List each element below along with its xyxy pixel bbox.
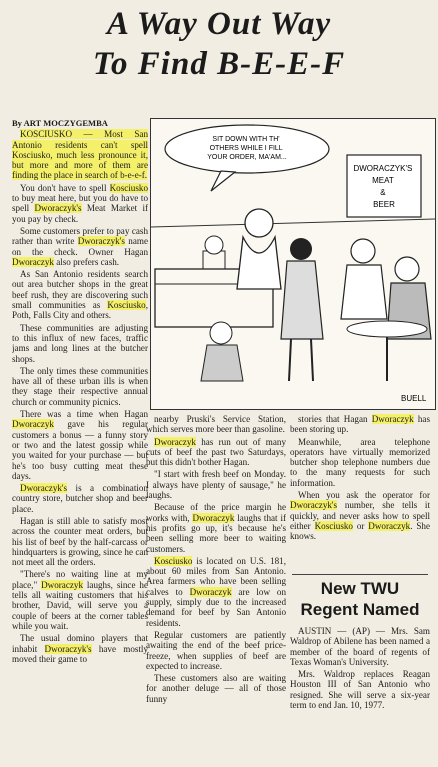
highlight: Dworaczyk's [44,643,92,654]
paragraph: nearby Pruski's Service Station, which serves more beer than gasoline. [146,414,286,435]
regent-article [290,626,430,766]
paragraph: Because of the price margin he works with, Dworaczyk laughs that if his profits go up, it's because he's been selling more beer to waiting customers. [146,502,286,554]
cartoon-signature: BUELL [401,394,427,403]
highlight: KOSCIUSKO — Most San Antonio residents can't spell Kosciusko, much less pronounce it, but more and more of them are finding the place in search of b-e-e-f. [12,129,148,181]
paragraph: stories that Hagan Dworaczyk has been storing up. [290,414,430,435]
paragraph: As San Antonio residents search out area butcher shops in the great beef rush, they are discovering such small communities as Kosciusko, Poth, Falls City and others. [12,269,148,321]
paragraph: Meanwhile, area telephone operators have virtually memorized butcher shop telephone numbers due to the many requests for such information. [290,436,430,488]
paragraph: There was a time when Hagan Dworaczyk gave his regular customers a bonus — a funny story or two and the latest gossip while you waited for your purchase — but he's too busy cutting meat these days. [12,409,148,481]
highlight: Dworaczyk [368,520,411,531]
cartoon-drawing [151,119,435,409]
paragraph: The usual domino players that inhabit Dworaczyk's have mostly moved their game to [12,633,148,664]
highlight: Kosciusko [109,182,148,193]
paragraph: When you ask the operator for Dworaczyk's number, she tells it quickly, and never asks how to spell either Kosciusko or Dworaczyk. She knows. [290,490,430,542]
highlight: Dworaczyk [44,643,87,654]
article-column-2 [146,414,286,764]
highlight: Kosciusko [107,300,146,311]
paragraph [12,129,148,180]
paragraph: You don't have to spell Kosciusko to buy meat here, but you do have to spell Dworaczyk's Meat Market if you pay by check. [12,182,148,224]
highlight: Kosciusko [314,520,353,531]
highlight: Kosciusko [154,555,193,566]
highlight: Dworaczyk's [290,500,338,511]
headline-line-2: To Find B-E-E-F [92,46,346,82]
highlight: Dworaczyk [20,483,62,494]
byline: By ART MOCZYGEMBA [12,118,108,128]
paragraph: Kosciusko is located on U.S. 181, about 60 miles from San Antonio. Area farmers who have been selling calves to Dworaczyk are low on supply, simply due to the increased demand for beef by San Antonio residents. [146,555,286,628]
highlight: Dworaczyk [12,419,54,430]
cartoon-illustration [150,118,436,410]
paragraph: These customers also are waiting for another deluge — all of those funny [146,673,286,704]
highlight: Dworaczyk [189,586,232,597]
paragraph: "There's no waiting line at my place," Dworaczyk laughs, since he tells all waiting customers that his brother, David, will serve you a couple of beers at the corner tables while you wait. [12,569,148,631]
paragraph: "I start with fresh beef on Monday. I always have plenty of sausage," he laughs. [146,469,286,501]
highlight: Dworaczyk [290,500,332,511]
paragraph: The only times these communities have all of these urban ills is when they stage their respective annual church or community picnics. [12,365,148,407]
article-column-3 [290,414,430,589]
divider [292,574,428,575]
paragraph: Dworaczyk's is a combination country store, butcher shop and beer place. [12,483,148,514]
highlight: Dworaczyk [371,414,414,424]
sign-text: DWORACZYK'S MEAT & BEER [353,164,413,209]
paragraph: Dworaczyk has run out of many cuts of beef the past two Saturdays, but this didn't bother Hagan. [146,436,286,468]
highlight: Dworaczyk [154,436,196,447]
paragraph: Mrs. Waldrop replaces Reagan Houston III of San Antonio who resigned. She will serve a six-year term to end Jan. 10, 1977. [290,669,430,711]
paragraph: Regular customers are patiently awaiting the end of the beef price-freeze, when supplies of beef are expected to increase. [146,629,286,671]
paragraph: Some customers prefer to pay cash rather than write Dworaczyk's name on the check. Owner Hagan Dworaczyk also prefers cash. [12,225,148,267]
highlight: Dworaczyk [192,512,235,523]
regent-headline-line-2: Regent Named [300,600,420,619]
paragraph: Hagan is still able to satisfy most across the counter meat orders, but his list of beef by the half-carcass or hindquarters is growing, since he can not meet all the orders. [12,515,148,568]
highlight: Dworaczyk [34,203,77,214]
regent-headline-line-1: New TWU [320,579,400,598]
highlight: Dworaczyk [77,236,120,247]
highlight: Dworaczyk's [34,203,82,214]
paragraph: These communities are adjusting to this influx of new faces, traffic jams and long lines at the butcher shops. [12,322,148,364]
highlight: Dworaczyk [41,579,83,590]
highlight: Dworaczyk's [20,483,68,494]
headline-line-1: A Way Out Way [106,6,332,42]
speech-bubble-text: SIT DOWN WITH TH' OTHERS WHILE I FILL YOUR ORDER, MA'AM... [207,136,287,161]
article-column-1 [12,118,148,764]
highlight: Dworaczyk's [77,236,125,247]
highlight: Dworaczyk [12,256,54,267]
paragraph: AUSTIN — (AP) — Mrs. Sam Waldrop of Abilene has been named a member of the board of regents of Texas Woman's University. [290,626,430,667]
